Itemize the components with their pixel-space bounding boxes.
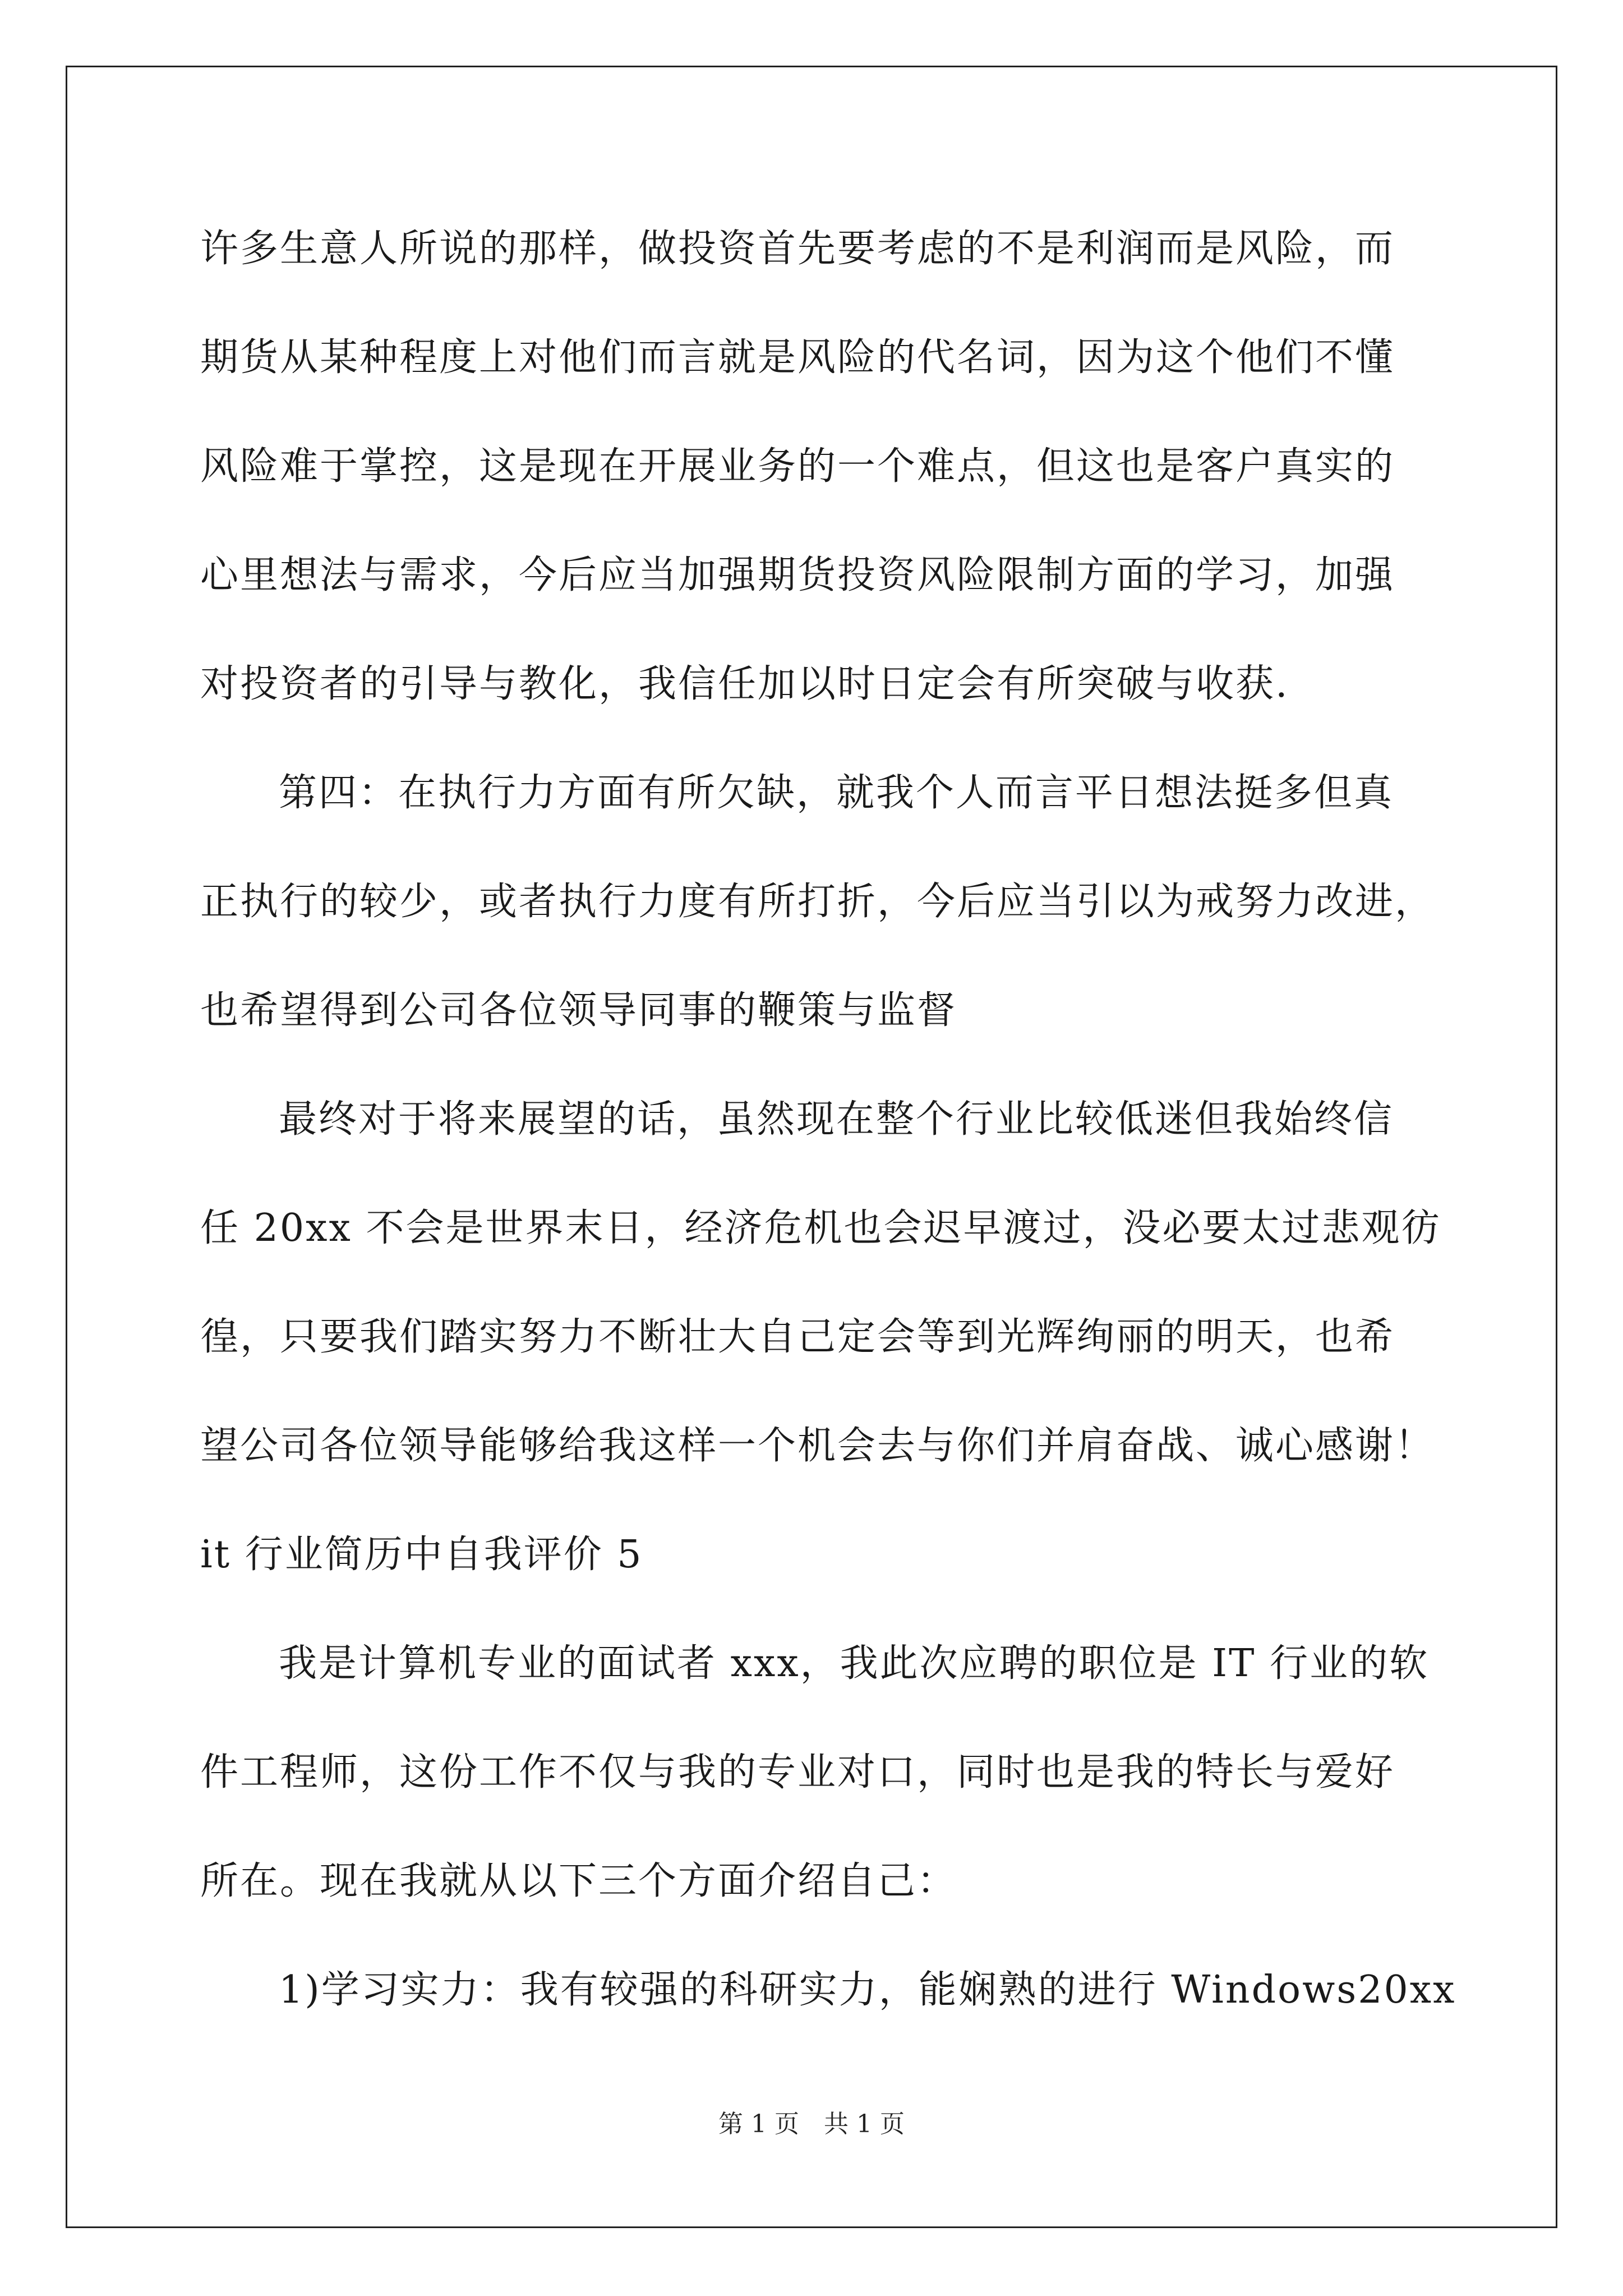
page-number-footer: 第 1 页 共 1 页 <box>718 2110 905 2138</box>
paragraph-line: 正执行的较少，或者执行力度有所打折，今后应当引以为戒努力改进， <box>200 880 1435 924</box>
paragraph-line: 期货从某种程度上对他们而言就是风险的代名词，因为这个他们不懂 <box>200 335 1395 380</box>
paragraph-line: 也希望得到公司各位领导同事的鞭策与监督 <box>200 988 957 1033</box>
page-border <box>66 66 1557 2228</box>
paragraph-line: 徨，只要我们踏实努力不断壮大自己定会等到光辉绚丽的明天，也希 <box>200 1315 1395 1359</box>
paragraph-line: 我是计算机专业的面试者 xxx，我此次应聘的职位是 IT 行业的软 <box>279 1641 1430 1686</box>
paragraph-line: 所在。现在我就从以下三个方面介绍自己： <box>200 1859 957 1903</box>
paragraph-line: 最终对于将来展望的话，虽然现在整个行业比较低迷但我始终信 <box>279 1097 1394 1142</box>
paragraph-line: 许多生意人所说的那样，做投资首先要考虑的不是利润而是风险，而 <box>200 227 1395 271</box>
paragraph-line: 任 20xx 不会是世界末日，经济危机也会迟早渡过，没必要太过悲观彷 <box>200 1206 1441 1250</box>
paragraph-line: 件工程师，这份工作不仅与我的专业对口，同时也是我的特长与爱好 <box>200 1750 1395 1795</box>
paragraph-line: 第四：在执行力方面有所欠缺，就我个人而言平日想法挺多但真 <box>279 771 1394 815</box>
section-heading: it 行业简历中自我评价 5 <box>200 1533 643 1577</box>
paragraph-line: 心里想法与需求，今后应当加强期货投资风险限制方面的学习，加强 <box>200 553 1395 597</box>
paragraph-line: 望公司各位领导能够给我这样一个机会去与你们并肩奋战、诚心感谢！ <box>200 1424 1435 1468</box>
paragraph-line: 对投资者的引导与教化，我信任加以时日定会有所突破与收获. <box>200 662 1289 706</box>
paragraph-line: 1)学习实力：我有较强的科研实力，能娴熟的进行 Windows20xx <box>279 1968 1456 2012</box>
paragraph-line: 风险难于掌控，这是现在开展业务的一个难点，但这也是客户真实的 <box>200 444 1395 489</box>
